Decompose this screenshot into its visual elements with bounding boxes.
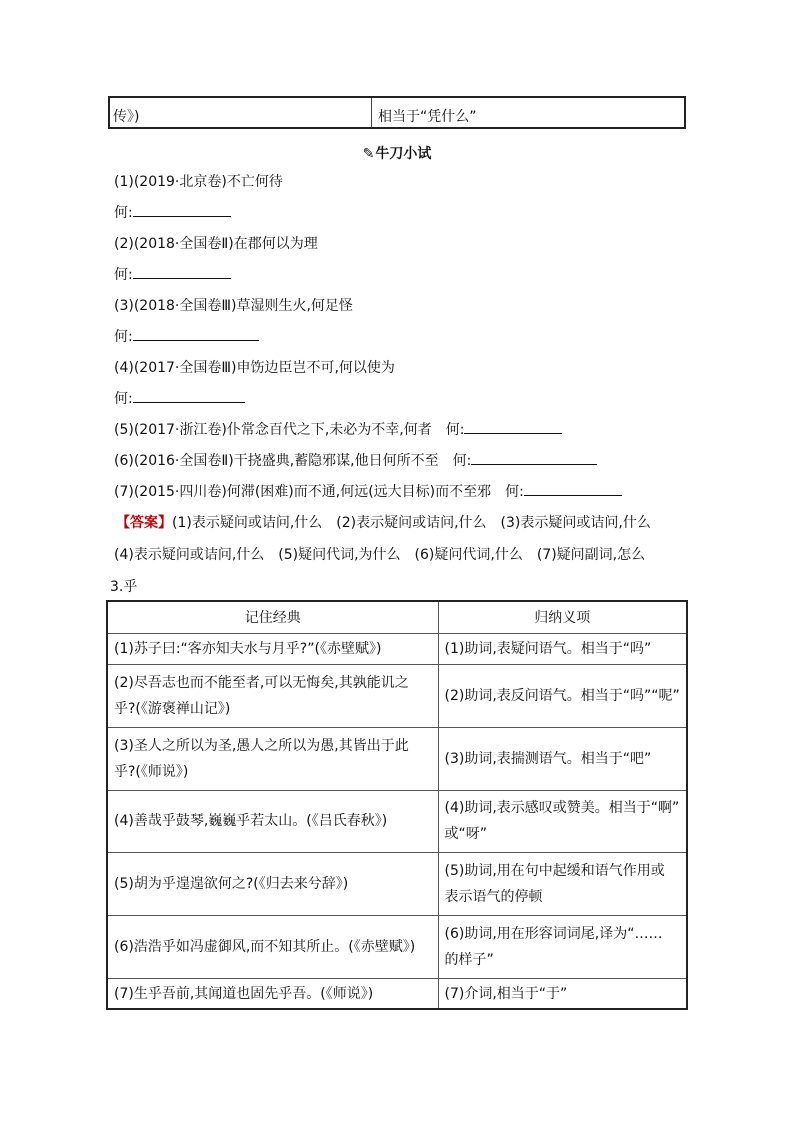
cell-line: (6)浩浩乎如冯虚御风,而不知其所止。(《赤壁赋》) bbox=[114, 939, 416, 956]
table-header-row bbox=[107, 601, 687, 634]
quiz-answer-line-1 bbox=[114, 202, 231, 222]
quiz-question-7 bbox=[114, 481, 622, 501]
answer-blank[interactable] bbox=[133, 326, 259, 341]
section-heading: 3.乎 bbox=[110, 579, 138, 595]
classic-cell bbox=[107, 916, 438, 979]
meaning-cell bbox=[438, 664, 687, 727]
cell-line: (4)善哉乎鼓琴,巍巍乎若太山。(《吕氏春秋》) bbox=[114, 813, 388, 830]
meaning-cell bbox=[438, 790, 687, 853]
classic-cell bbox=[107, 790, 438, 853]
answer-blank[interactable] bbox=[133, 264, 231, 279]
top-table-row bbox=[108, 96, 686, 129]
answer-blank[interactable] bbox=[133, 202, 231, 217]
quiz-question-1: (1)(2019·北京卷)不亡何待 bbox=[114, 174, 283, 190]
table-header-classic: 记住经典 bbox=[107, 601, 438, 634]
answer-blank[interactable] bbox=[133, 388, 245, 403]
meaning-cell bbox=[438, 979, 687, 1009]
meaning-cell bbox=[438, 853, 687, 916]
quiz-question-6 bbox=[114, 450, 597, 470]
table-row bbox=[107, 979, 687, 1009]
cell-line: 乎?(《游褒禅山记》) bbox=[114, 700, 231, 717]
cell-line: (2)助词,表反问语气。相当于“吗”“呢” bbox=[444, 687, 680, 704]
table-header-meaning: 归纳义项 bbox=[438, 601, 687, 634]
answer-text-1: (1)表示疑问或诘问,什么 (2)表示疑问或诘问,什么 (3)表示疑问或诘问,什么 bbox=[172, 515, 651, 531]
cell-line: (1)助词,表疑问语气。相当于“吗” bbox=[444, 641, 652, 658]
cell-line: (6)助词,用在形容词词尾,译为“…… bbox=[444, 926, 663, 943]
answer-label: 【答案】 bbox=[116, 515, 172, 531]
question-text: (7)(2015·四川卷)何滞(困难)而不通,何远(远大目标)而不至邪 何: bbox=[114, 484, 524, 500]
cell-line: (3)圣人之所以为圣,愚人之所以为愚,其皆出于此 bbox=[114, 737, 409, 754]
table-row bbox=[107, 727, 687, 790]
answer-prefix: 何: bbox=[114, 205, 133, 221]
answer-prefix: 何: bbox=[114, 267, 133, 283]
table-row bbox=[107, 790, 687, 853]
answer-line-1 bbox=[116, 512, 651, 532]
classic-cell bbox=[107, 634, 438, 664]
classic-cell bbox=[107, 853, 438, 916]
cell-line: (1)苏子曰:“客亦知夫水与月乎?”(《赤壁赋》) bbox=[114, 641, 382, 658]
answer-line-2: (4)表示疑问或诘问,什么 (5)疑问代词,为什么 (6)疑问代词,什么 (7)疑问副词,怎么 bbox=[114, 547, 646, 563]
answer-blank[interactable] bbox=[524, 481, 622, 496]
quiz-title bbox=[0, 143, 794, 163]
cell-line: (2)尽吾志也而不能至者,可以无悔矣,其孰能讥之 bbox=[114, 674, 409, 691]
top-row-right-cell: 相当于“凭什么” bbox=[378, 109, 477, 125]
classic-cell bbox=[107, 727, 438, 790]
table-row bbox=[107, 634, 687, 664]
table-row bbox=[107, 664, 687, 727]
cell-line: 或“呀” bbox=[444, 826, 488, 843]
cell-line: (5)胡为乎遑遑欲何之?(《归去来兮辞》) bbox=[114, 876, 349, 893]
top-row-left-cell: 传》) bbox=[110, 98, 372, 127]
quiz-question-5 bbox=[114, 419, 562, 439]
meaning-cell bbox=[438, 727, 687, 790]
cell-line: 的样子” bbox=[444, 952, 494, 969]
answer-blank[interactable] bbox=[464, 419, 562, 434]
cell-line: (3)助词,表揣测语气。相当于“吧” bbox=[444, 750, 652, 767]
answer-prefix: 何: bbox=[114, 391, 133, 407]
answer-prefix: 何: bbox=[114, 329, 133, 345]
answer-blank[interactable] bbox=[471, 450, 597, 465]
quiz-answer-line-3 bbox=[114, 326, 259, 346]
quiz-answer-line-4 bbox=[114, 388, 245, 408]
question-text: (6)(2016·全国卷Ⅱ)干挠盛典,蓄隐邪谋,他日何所不至 何: bbox=[114, 453, 472, 469]
pencil-icon: ✎ bbox=[362, 146, 375, 162]
quiz-question-4: (4)(2017·全国卷Ⅲ)申饬边臣岂不可,何以使为 bbox=[114, 360, 395, 376]
question-text: (5)(2017·浙江卷)仆常念百代之下,未必为不幸,何者 何: bbox=[114, 422, 465, 438]
cell-line: (7)生乎吾前,其闻道也固先乎吾。(《师说》) bbox=[114, 985, 374, 1002]
table-row bbox=[107, 853, 687, 916]
cell-line: (7)介词,相当于“于” bbox=[444, 985, 568, 1002]
quiz-question-3: (3)(2018·全国卷Ⅲ)草湿则生火,何足怪 bbox=[114, 298, 353, 314]
quiz-question-2: (2)(2018·全国卷Ⅱ)在郡何以为理 bbox=[114, 236, 318, 252]
cell-line: (4)助词,表示感叹或赞美。相当于“啊” bbox=[444, 800, 680, 817]
cell-line: (5)助词,用在句中起缓和语气作用或 bbox=[444, 863, 665, 880]
classic-cell bbox=[107, 664, 438, 727]
quiz-answer-line-2 bbox=[114, 264, 231, 284]
cell-line: 乎?(《师说》) bbox=[114, 763, 189, 780]
meaning-cell bbox=[438, 916, 687, 979]
meaning-cell bbox=[438, 634, 687, 664]
quiz-title-text: 牛刀小试 bbox=[375, 146, 432, 162]
cell-line: 表示语气的停顿 bbox=[444, 889, 543, 906]
meaning-table bbox=[106, 600, 688, 1010]
table-row bbox=[107, 916, 687, 979]
classic-cell bbox=[107, 979, 438, 1009]
